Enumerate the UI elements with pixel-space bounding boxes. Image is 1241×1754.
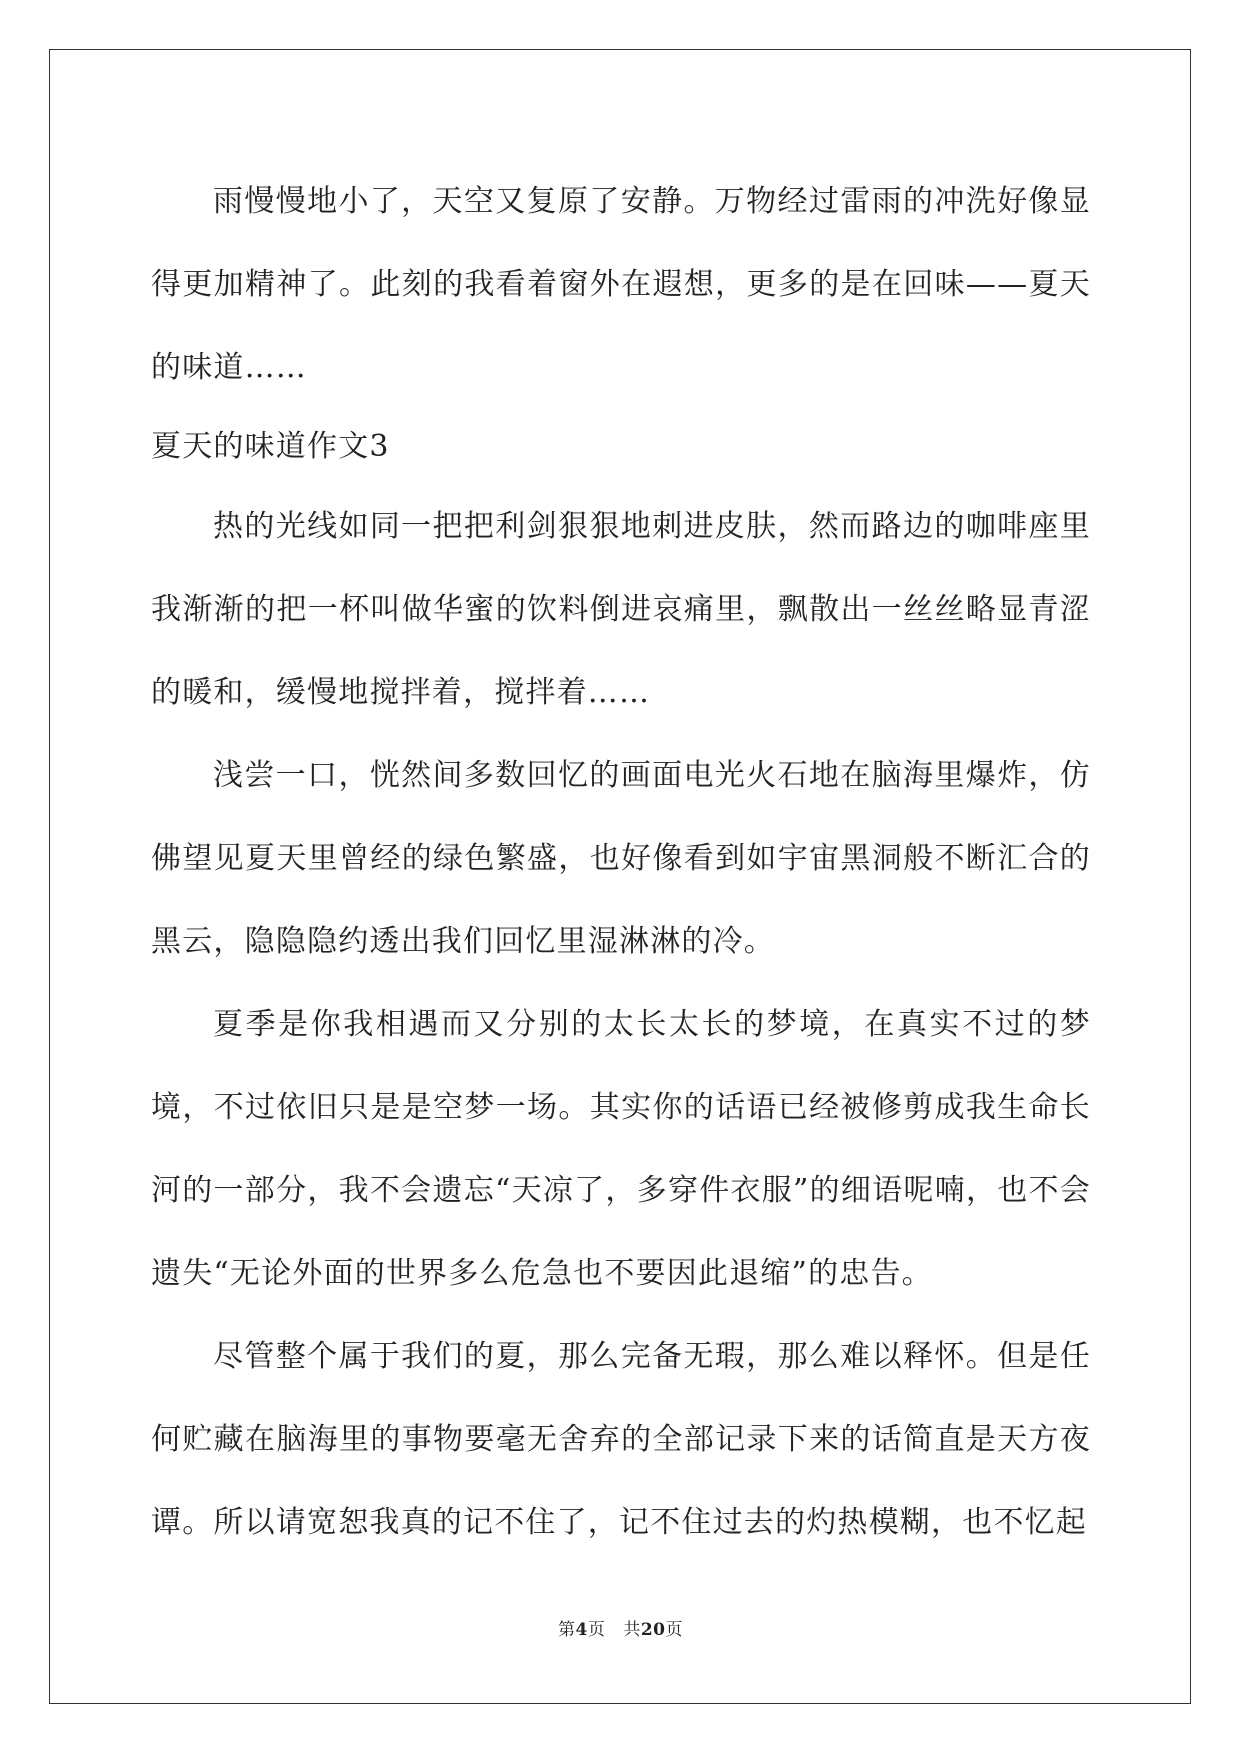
paragraph-coffee: 热的光线如同一把把利剑狠狠地刺进皮肤，然而路边的咖啡座里我渐渐的把一杯叫做华蜜的饮料倒进哀痛里，飘散出一丝丝略显青涩的暖和，缓慢地搅拌着，搅拌着…… (151, 509, 1091, 710)
paragraph-rain-ending: 雨慢慢地小了，天空又复原了安静。万物经过雷雨的冲洗好像显得更加精神了。此刻的我看着窗外在遐想，更多的是在回味——夏天的味道…… (151, 184, 1091, 385)
total-prefix: 共 (623, 1620, 641, 1640)
page-prefix: 第 (557, 1620, 576, 1640)
page-suffix: 页 (587, 1620, 606, 1640)
total-pages: 20 (640, 1620, 666, 1640)
document-body (151, 160, 1091, 1564)
total-suffix: 页 (665, 1620, 683, 1640)
essay-heading: 夏天的味道作文3 (151, 429, 390, 464)
page-footer (0, 1615, 1241, 1640)
page-number: 4 (575, 1620, 588, 1640)
paragraph-summer-dream: 夏季是你我相遇而又分别的太长太长的梦境，在真实不过的梦境，不过依旧只是是空梦一场。其实你的话语已经被修剪成我生命长河的一部分，我不会遗忘“天凉了，多穿件衣服”的细语呢喃，也不会遗失“无论外面的世界多么危急也不要因此退缩”的忠告。 (151, 1007, 1091, 1291)
paragraph-forgive: 尽管整个属于我们的夏，那么完备无瑕，那么难以释怀。但是任何贮藏在脑海里的事物要毫无舍弃的全部记录下来的话简直是天方夜谭。所以请宽恕我真的记不住了，记不住过去的灼热模糊，也不忆起 (151, 1339, 1091, 1540)
paragraph-memories: 浅尝一口，恍然间多数回忆的画面电光火石地在脑海里爆炸，仿佛望见夏天里曾经的绿色繁盛，也好像看到如宇宙黑洞般不断汇合的黑云，隐隐隐约透出我们回忆里湿淋淋的冷。 (151, 758, 1091, 959)
